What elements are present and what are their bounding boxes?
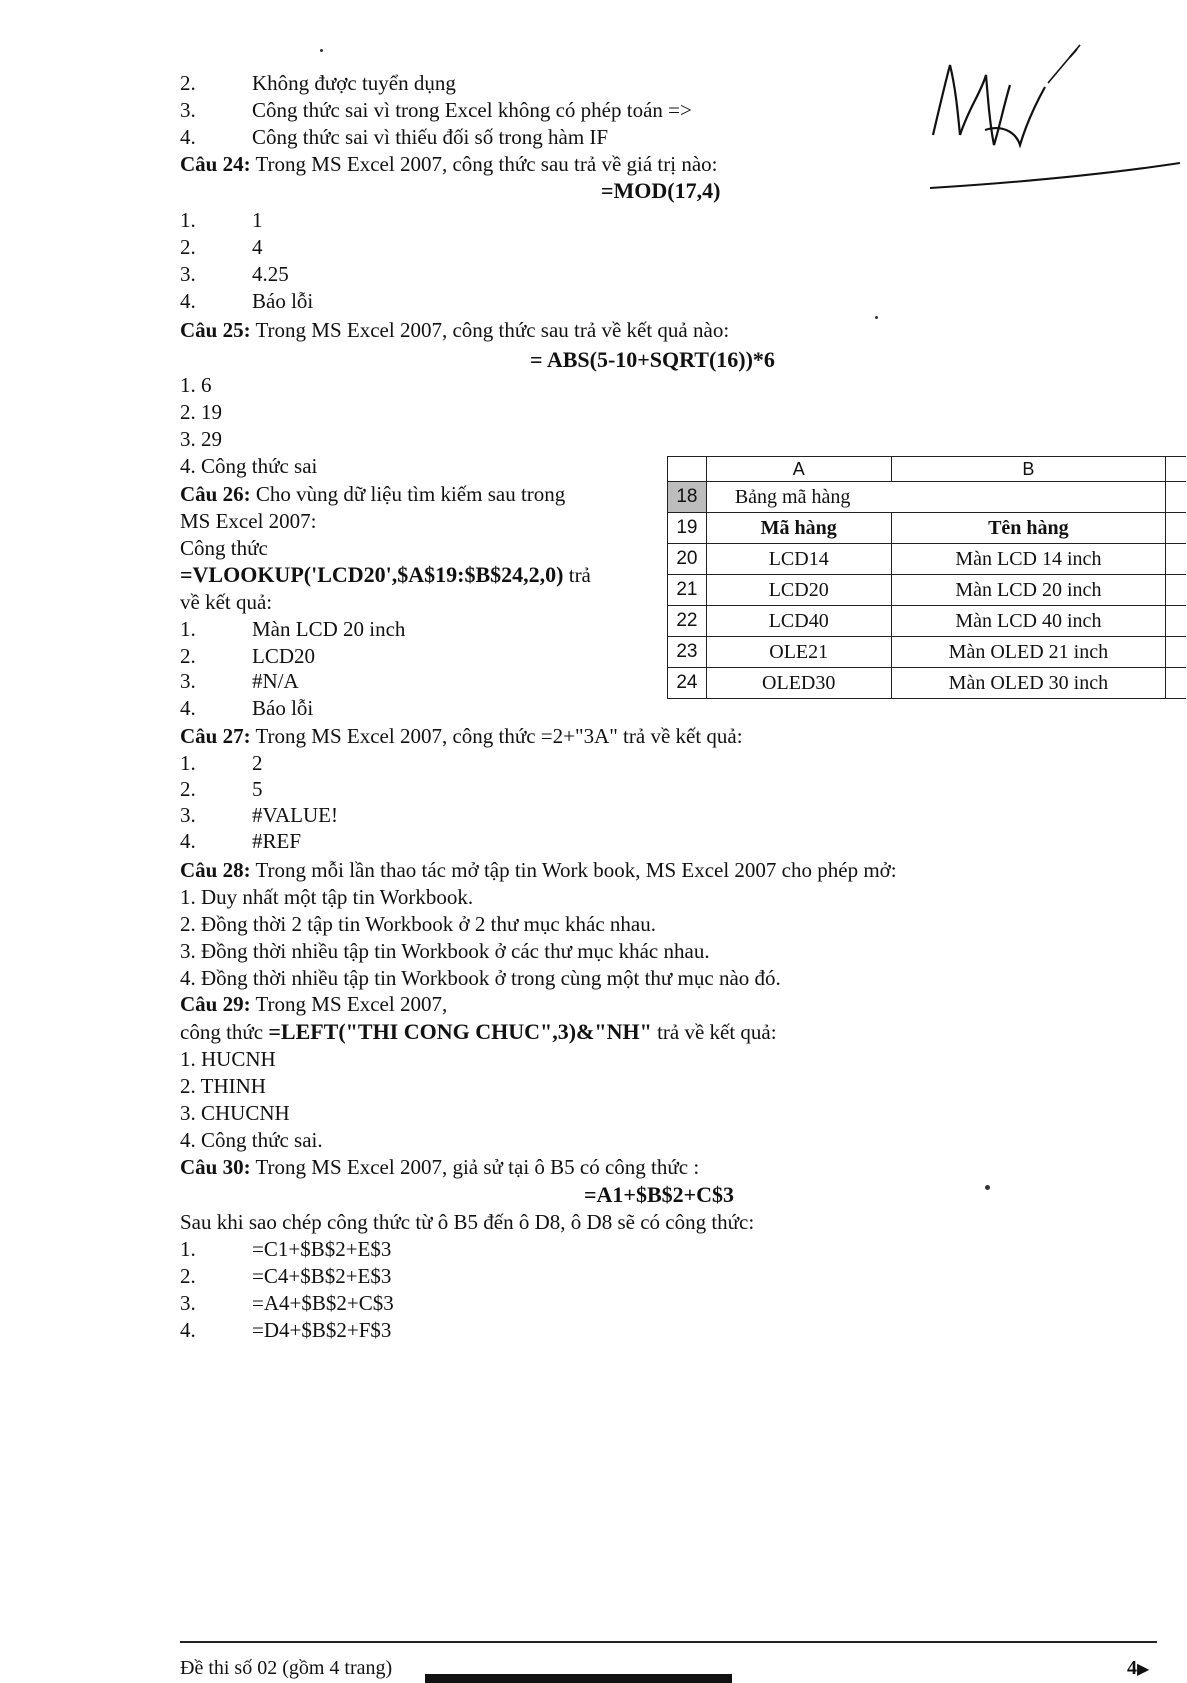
table-row <box>668 482 1187 513</box>
scan-edge-bar <box>425 1674 732 1683</box>
signature-image <box>930 35 1180 205</box>
header-cell: Tên hàng <box>891 513 1166 544</box>
column-header-row <box>668 457 1187 482</box>
question-29: Câu 29: Trong MS Excel 2007, <box>180 992 448 1016</box>
table-cell: LCD20 <box>706 575 891 606</box>
table-cell: OLE21 <box>706 637 891 668</box>
question-30: Câu 30: Trong MS Excel 2007, giả sử tại ô B5 có công thức : <box>180 1155 700 1179</box>
option-line: 2. 19 <box>180 400 222 424</box>
option-line: 1. Duy nhất một tập tin Workbook. <box>180 885 474 909</box>
table-cell <box>891 482 1166 513</box>
question-text: Công thức <box>180 536 268 560</box>
question-formula-line: công thức =LEFT("THI CONG CHUC",3)&"NH" trả về kết quả: <box>180 1019 777 1044</box>
table-row <box>668 575 1187 606</box>
question-27: Câu 27: Trong MS Excel 2007, công thức =2+"3A" trả về kết quả: <box>180 724 743 748</box>
table-cell: Màn OLED 21 inch <box>891 637 1166 668</box>
table-row <box>668 513 1187 544</box>
table-row <box>668 668 1187 699</box>
option-line: 3. 29 <box>180 427 222 451</box>
question-text: về kết quả: <box>180 590 273 614</box>
table-cell: OLED30 <box>706 668 891 699</box>
option-line: 3. Đồng thời nhiều tập tin Workbook ở các thư mục khác nhau. <box>180 939 710 963</box>
row-header: 21 <box>668 575 707 606</box>
row-header: 24 <box>668 668 707 699</box>
option-line: 4. Công thức sai <box>180 454 318 478</box>
option-line: 1. 6 <box>180 373 212 397</box>
table-cell: Màn LCD 20 inch <box>891 575 1166 606</box>
option-line: 4. Công thức sai. <box>180 1128 323 1152</box>
formula: = ABS(5-10+SQRT(16))*6 <box>530 347 775 372</box>
option-line: 4. Đồng thời nhiều tập tin Workbook ở trong cùng một thư mục nào đó. <box>180 966 781 990</box>
question-formula-line: =VLOOKUP('LCD20',$A$19:$B$24,2,0) trả <box>180 562 591 587</box>
question-25: Câu 25: Trong MS Excel 2007, công thức sau trả về kết quả nào: <box>180 318 730 342</box>
table-cell: LCD40 <box>706 606 891 637</box>
option-line: 2. THINH <box>180 1074 266 1098</box>
page-number: 4▶ <box>1127 1657 1150 1679</box>
footer-title: Đề thi số 02 (gồm 4 trang) <box>180 1657 393 1679</box>
question-28: Câu 28: Trong mỗi lần thao tác mở tập tin Work book, MS Excel 2007 cho phép mở: <box>180 858 897 882</box>
question-26: Câu 26: Cho vùng dữ liệu tìm kiếm sau trong <box>180 482 566 506</box>
row-header: 19 <box>668 513 707 544</box>
column-header-b: B <box>891 457 1166 482</box>
formula: =MOD(17,4) <box>601 178 721 203</box>
option-line: 2. Đồng thời 2 tập tin Workbook ở 2 thư mục khác nhau. <box>180 912 656 936</box>
table-cell: Màn LCD 14 inch <box>891 544 1166 575</box>
page-marker-icon: ▶ <box>1137 1661 1150 1678</box>
corner-cell <box>668 457 707 482</box>
table-row <box>668 637 1187 668</box>
row-header: 20 <box>668 544 707 575</box>
header-cell: Mã hàng <box>706 513 891 544</box>
option-line: 1. HUCNH <box>180 1047 276 1071</box>
option-line: 3. CHUCNH <box>180 1101 290 1125</box>
table-cell: LCD14 <box>706 544 891 575</box>
row-header: 22 <box>668 606 707 637</box>
table-row <box>668 606 1187 637</box>
exam-page: 2. Không được tuyển dụng 3. Công thức sai vì trong Excel không có phép toán => 4. Công thức sai vì thiếu đối số trong hàm IF Câu 24: Trong MS Excel 2007, công thức sau trả về giá trị nào: =MOD(17,4) 1. 1 2. 4 3. 4.25 4. Báo lỗi Câu 25: Trong MS Excel 2007, công thức sau trả về kết quả nào: = ABS(5-10+SQRT(16))*6 1. 6 2. 19 3. 29 4. Công thức sai Câu 26: Cho vùng dữ liệu tìm kiếm sau trong MS Excel 2007: Công thức =VLOOKUP('LCD20',$A$19:$B$24,2,0) trả về kết quả: 1. Màn LCD 20 inch 2. LCD20 3. #N/A 4. Báo lỗi A B 18 Bảng mã hàng 19 Mã hàng Tên hàng 20 LCD14 Màn LCD 14 inch 21 LCD20 Màn LCD 20 inch 22 LCD40 Màn LCD 40 inch 23 OLE21 Màn OLED 21 inch 24 OLED30 Màn OLED 30 inch Câu 27: Trong MS Excel 2007, công thức =2+"3A" trả về kết quả: 1. 2 2. 5 3. #VALUE! 4. #REF Câu 28: Trong mỗi lần thao tác mở tập tin Work book, MS Excel 2007 cho phép mở: 1. Duy nhất một tập tin Workbook. 2. Đồng thời 2 tập tin Workbook ở 2 thư mục khác nhau. 3. Đồng thời nhiều tập tin Workbook ở các thư mục khác nhau. 4. Đồng thời nhiều tập tin Workbook ở trong cùng một thư mục nào đó. Câu 29: Trong MS Excel 2007, công thức =LEFT("THI CONG CHUC",3)&"NH" trả về kết quả: 1. HUCNH 2. THINH 3. CHUCNH 4. Công thức sai. Câu 30: Trong MS Excel 2007, giả sử tại ô B5 có công thức : =A1+$B$2+C$3 Sau khi sao chép công thức từ ô B5 đến ô D8, ô D8 sẽ có công thức: 1. =C1+$B$2+E$3 2. =C4+$B$2+E$3 3. =A4+$B$2+C$3 4. =D4+$B$2+F$3 Đề thi số 02 (gồm 4 trang) 4▶ <box>0 0 1187 1683</box>
question-24: Câu 24: Trong MS Excel 2007, công thức sau trả về giá trị nào: <box>180 152 718 176</box>
table-row <box>668 544 1187 575</box>
scan-speck <box>985 1185 990 1190</box>
formula: =A1+$B$2+C$3 <box>584 1182 735 1207</box>
question-text: Sau khi sao chép công thức từ ô B5 đến ô D8, ô D8 sẽ có công thức: <box>180 1210 755 1234</box>
column-header-a: A <box>706 457 891 482</box>
spreadsheet-table <box>667 456 1186 699</box>
row-header: 23 <box>668 637 707 668</box>
scan-speck <box>875 316 878 319</box>
table-cell: Màn LCD 40 inch <box>891 606 1166 637</box>
scan-speck <box>320 49 323 52</box>
table-title-cell: Bảng mã hàng <box>706 482 891 513</box>
footer-divider <box>180 1641 1157 1643</box>
row-header: 18 <box>668 482 707 513</box>
question-text: MS Excel 2007: <box>180 509 317 533</box>
table-cell: Màn OLED 30 inch <box>891 668 1166 699</box>
